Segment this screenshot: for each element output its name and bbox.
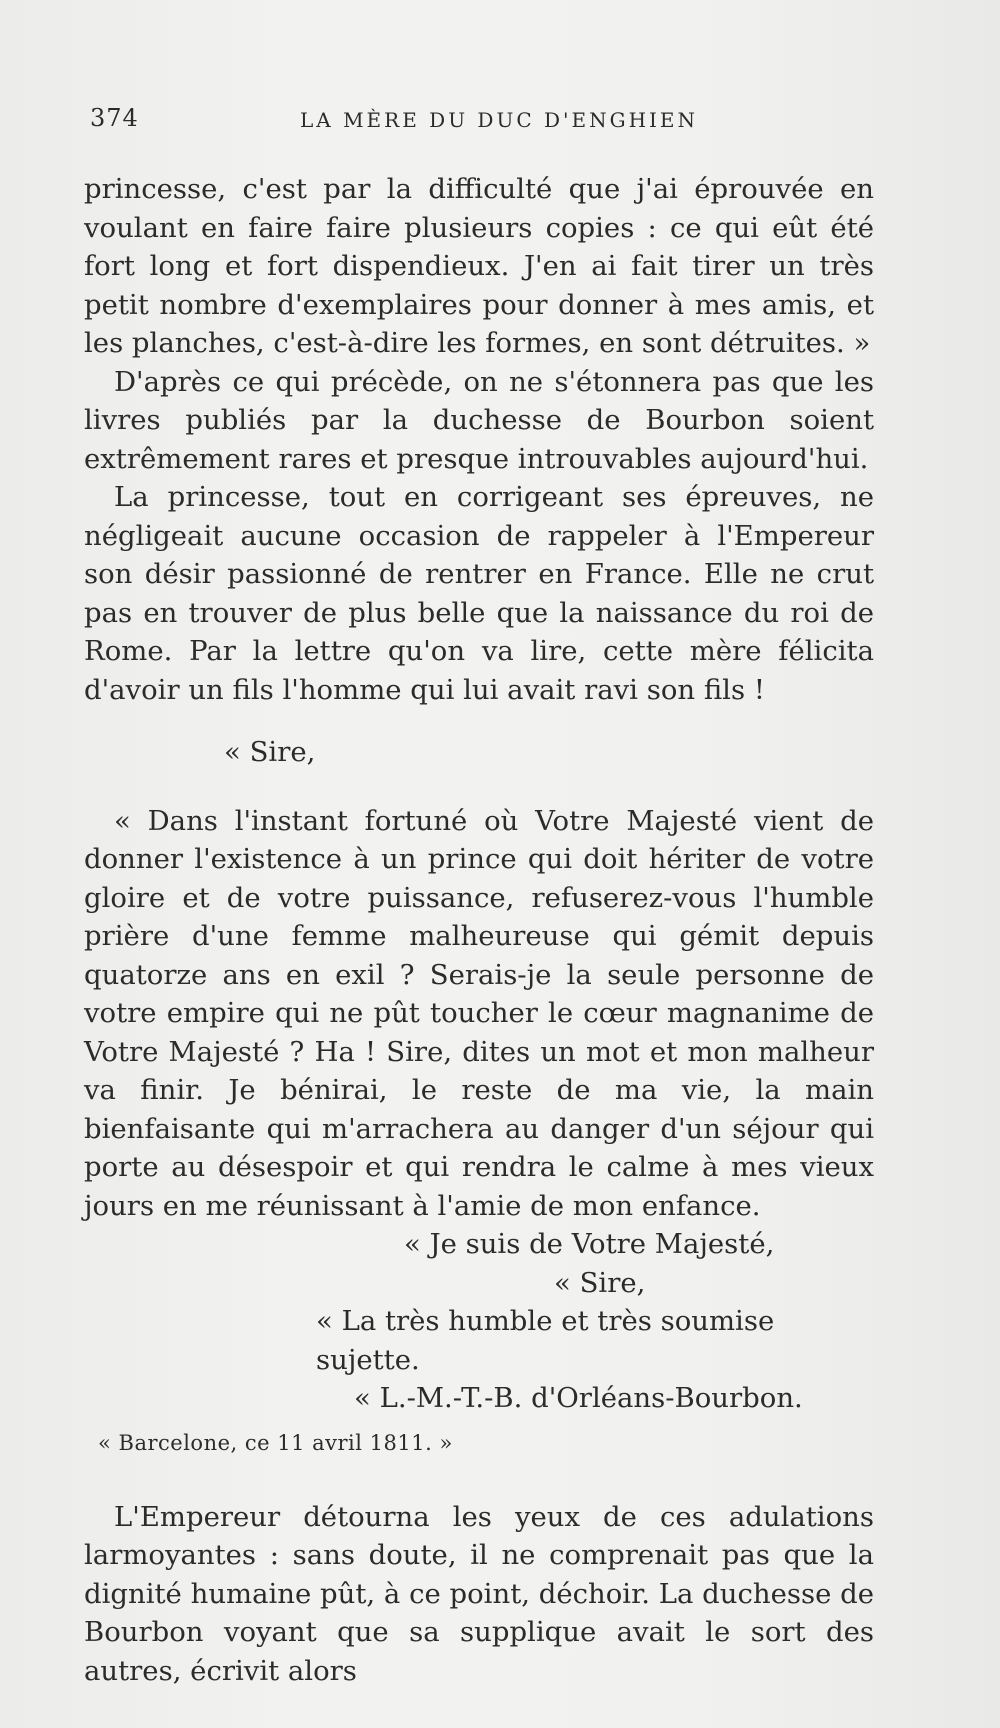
paragraph: D'après ce qui précède, on ne s'étonnera pas que les livres publiés par la duchesse de Bourbon soient extrêmement rares et presque introuvables aujourd'hui. [84,365,874,475]
letter-closing-line: « Sire, [554,1266,646,1299]
letter-dateline: « Barcelone, ce 11 avril 1811. » [98,1430,453,1455]
body-text [84,170,874,1690]
letter-signature: « L.-M.-T.-B. d'Orléans-Bourbon. [354,1382,803,1414]
paragraph-continuation: princesse, c'est par la difficulté que j'ai éprouvée en voulant en faire faire plusieurs copies : ce qui eût été fort long et fort dispendieux. J'en ai fait tirer un très petit nombre d'exemplaires pour donner à mes amis, et les planches, c'est-à-dire les formes, en sont détruites. » [84,173,874,359]
running-head: LA MÈRE DU DUC D'ENGHIEN [300,108,699,132]
letter-salutation: « Sire, [224,736,316,768]
paragraph: La princesse, tout en corrigeant ses épreuves, ne négligeait aucune occasion de rappeler à l'Empereur son désir passionné de rentrer en France. Elle ne crut pas en trouver de plus belle que la naissance du roi de Rome. Par la lettre qu'on va lire, cette mère félicita d'avoir un fils l'homme qui lui avait ravi son fils ! [84,481,874,706]
letter-closing-line: « La très humble et très soumise sujette. [316,1305,775,1376]
page-number: 374 [90,104,139,132]
letter-closing-line: « Je suis de Votre Majesté, [404,1228,775,1260]
page-header [90,104,920,144]
paragraph: L'Empereur détourna les yeux de ces adulations larmoyantes : sans doute, il ne comprenait pas que la dignité humaine pût, à ce point, déchoir. La duchesse de Bourbon voyant que sa supplique avait le sort des autres, écrivit alors [84,1500,874,1687]
letter-body: « Dans l'instant fortuné où Votre Majesté vient de donner l'existence à un prince qui doit hériter de votre gloire et de votre puissance, refuserez-vous l'humble prière d'une femme malheureuse qui gémit depuis quatorze ans en exil ? Serais-je la seule personne de votre empire qui ne pût toucher le cœur magnanime de Votre Majesté ? Ha ! Sire, dites un mot et mon malheur va finir. Je bénirai, le reste de ma vie, la main bienfaisante qui m'arrachera au danger d'un séjour qui porte au désespoir et qui rendra le calme à mes vieux jours en me réunissant à l'amie de mon enfance. [84,804,874,1222]
